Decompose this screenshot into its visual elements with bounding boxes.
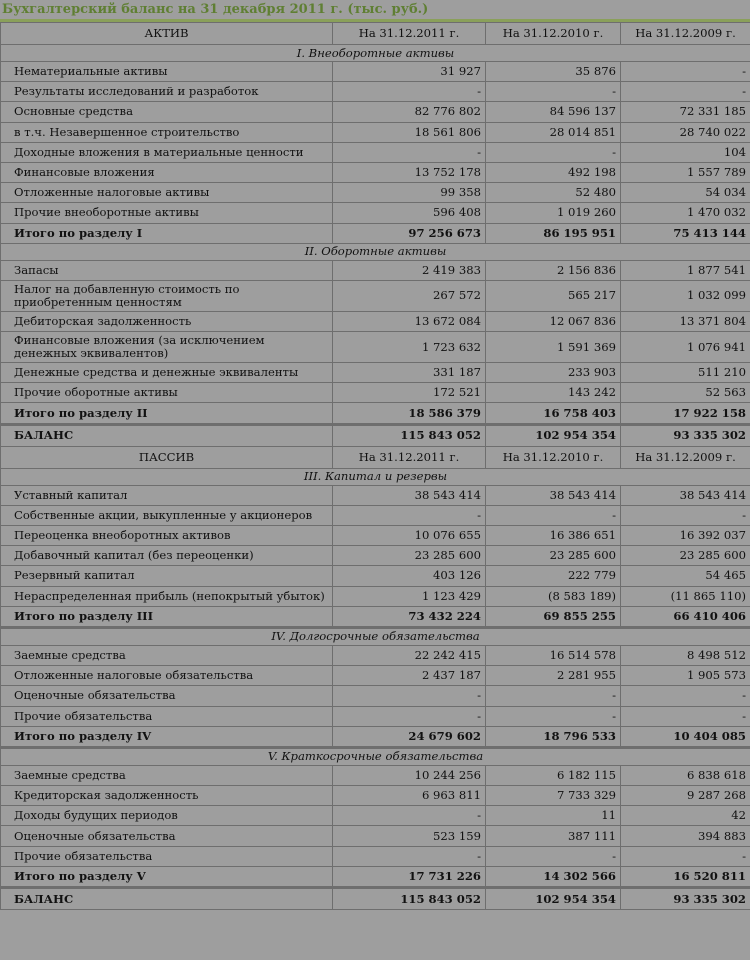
table-row-2010: 16 514 578 (486, 645, 621, 665)
table-row-2010: 387 111 (486, 826, 621, 846)
table-row (1, 102, 750, 122)
liability-header-row-2011: На 31.12.2011 г. (333, 446, 486, 468)
table-row-label: Переоценка внеоборотных активов (1, 526, 333, 546)
table-row (1, 183, 750, 203)
table-row-2011: 18 561 806 (333, 122, 486, 142)
table-row-2009: 8 498 512 (621, 645, 750, 665)
table-row-2009: - (621, 82, 750, 102)
table-row (1, 162, 750, 182)
table-row-2010: 16 386 651 (486, 526, 621, 546)
table-row (1, 383, 750, 403)
table-row-2011: - (333, 706, 486, 726)
table-row-label: Уставный капитал (1, 485, 333, 505)
section-total-row-2011: 24 679 602 (333, 726, 486, 747)
table-row (1, 666, 750, 686)
table-row-label: Заемные средства (1, 645, 333, 665)
table-row (1, 122, 750, 142)
table-row (1, 686, 750, 706)
table-row-2009: 6 838 618 (621, 765, 750, 785)
table-row (1, 142, 750, 162)
table-row (1, 260, 750, 280)
table-row-2011: - (333, 686, 486, 706)
table-row-2010: 6 182 115 (486, 765, 621, 785)
table-row (1, 806, 750, 826)
section-title: I. Внеоборотные активы (1, 45, 750, 62)
table-row-2011: 22 242 415 (333, 645, 486, 665)
table-row-label: Заемные средства (1, 765, 333, 785)
table-row-2011: 1 123 429 (333, 586, 486, 606)
balance-sheet-body (1, 23, 750, 910)
table-row (1, 62, 750, 82)
asset-header-2010: На 31.12.2010 г. (486, 23, 621, 45)
section-title: IV. Долгосрочные обязательства (1, 627, 750, 645)
table-row-2011: 267 572 (333, 280, 486, 311)
table-row-2010: 1 591 369 (486, 332, 621, 363)
table-row-2010: - (486, 846, 621, 866)
table-row-label: Отложенные налоговые обязательства (1, 666, 333, 686)
table-row (1, 505, 750, 525)
table-row-2011: 331 187 (333, 363, 486, 383)
table-row-label: Нематериальные активы (1, 62, 333, 82)
table-row-label: Отложенные налоговые активы (1, 183, 333, 203)
table-row-2011: - (333, 82, 486, 102)
section-total-row-2011: 97 256 673 (333, 223, 486, 243)
table-row (1, 786, 750, 806)
balance-assets-row-2011: 115 843 052 (333, 424, 486, 446)
table-row-label: Прочие внеоборотные активы (1, 203, 333, 223)
asset-header-2009: На 31.12.2009 г. (621, 23, 750, 45)
asset-header-row (1, 23, 750, 45)
section-total-row-2010: 16 758 403 (486, 403, 621, 424)
table-row (1, 765, 750, 785)
section-title: III. Капитал и резервы (1, 468, 750, 485)
table-row-2009: 104 (621, 142, 750, 162)
table-row-2011: 2 437 187 (333, 666, 486, 686)
table-row-2010: 1 019 260 (486, 203, 621, 223)
section-total-row (1, 726, 750, 747)
table-row-2011: 10 076 655 (333, 526, 486, 546)
table-row-2009: 52 563 (621, 383, 750, 403)
table-row (1, 280, 750, 311)
table-row-label: Налог на добавленную стоимость по приобретенным ценностям (1, 280, 333, 311)
table-row-label: Оценочные обязательства (1, 826, 333, 846)
section-total-row-2010: 86 195 951 (486, 223, 621, 243)
section-total-row-2009: 10 404 085 (621, 726, 750, 747)
balance-assets-row (1, 424, 750, 446)
table-row-2011: 38 543 414 (333, 485, 486, 505)
page-title: Бухгалтерский баланс на 31 декабря 2011 г. (тыс. руб.) (0, 0, 750, 22)
section-header (1, 627, 750, 645)
balance-assets-row-2010: 102 954 354 (486, 424, 621, 446)
table-row-2009: 1 032 099 (621, 280, 750, 311)
section-total-row-label: Итого по разделу II (1, 403, 333, 424)
table-row-2009: 1 076 941 (621, 332, 750, 363)
table-row-2010: 233 903 (486, 363, 621, 383)
section-total-row (1, 866, 750, 887)
section-header (1, 45, 750, 62)
table-row (1, 826, 750, 846)
section-total-row-label: Итого по разделу I (1, 223, 333, 243)
table-row-2009: - (621, 505, 750, 525)
table-row-2009: 54 034 (621, 183, 750, 203)
table-row-label: Прочие оборотные активы (1, 383, 333, 403)
table-row-2011: 99 358 (333, 183, 486, 203)
liability-header-row-2010: На 31.12.2010 г. (486, 446, 621, 468)
section-total-row-2009: 66 410 406 (621, 606, 750, 627)
section-total-row-label: Итого по разделу IV (1, 726, 333, 747)
table-row (1, 311, 750, 331)
table-row-2010: 35 876 (486, 62, 621, 82)
table-row-2009: - (621, 706, 750, 726)
table-row-2009: 511 210 (621, 363, 750, 383)
table-row-label: Запасы (1, 260, 333, 280)
table-row-label: в т.ч. Незавершенное строительство (1, 122, 333, 142)
section-header (1, 468, 750, 485)
table-row-2011: 13 752 178 (333, 162, 486, 182)
table-row-label: Результаты исследований и разработок (1, 82, 333, 102)
table-row-2009: 13 371 804 (621, 311, 750, 331)
table-row-label: Кредиторская задолженность (1, 786, 333, 806)
section-total-row-2009: 16 520 811 (621, 866, 750, 887)
table-row-2011: 596 408 (333, 203, 486, 223)
table-row (1, 706, 750, 726)
balance-sheet-table (0, 22, 750, 910)
table-row-2011: 23 285 600 (333, 546, 486, 566)
table-row-2009: - (621, 62, 750, 82)
liability-header-row-label: ПАССИВ (1, 446, 333, 468)
table-row-2011: - (333, 505, 486, 525)
table-row-label: Доходные вложения в материальные ценности (1, 142, 333, 162)
table-row-2009: 42 (621, 806, 750, 826)
table-row (1, 566, 750, 586)
table-row-2009: 9 287 268 (621, 786, 750, 806)
section-total-row-label: Итого по разделу V (1, 866, 333, 887)
balance-liabilities-row-2010: 102 954 354 (486, 888, 621, 910)
table-row-2009: 394 883 (621, 826, 750, 846)
section-total-row (1, 606, 750, 627)
table-row (1, 846, 750, 866)
table-row-2010: - (486, 686, 621, 706)
table-row-2009: 1 557 789 (621, 162, 750, 182)
table-row-2011: - (333, 142, 486, 162)
liability-header-row-2009: На 31.12.2009 г. (621, 446, 750, 468)
table-row-2009: - (621, 846, 750, 866)
table-row-2010: 565 217 (486, 280, 621, 311)
table-row-2010: 28 014 851 (486, 122, 621, 142)
section-total-row (1, 403, 750, 424)
table-row-2009: - (621, 686, 750, 706)
table-row-2011: 31 927 (333, 62, 486, 82)
table-row-label: Оценочные обязательства (1, 686, 333, 706)
balance-liabilities-row-label: БАЛАНС (1, 888, 333, 910)
section-total-row-2010: 18 796 533 (486, 726, 621, 747)
table-row-label: Добавочный капитал (без переоценки) (1, 546, 333, 566)
table-row (1, 363, 750, 383)
table-row (1, 645, 750, 665)
table-row-label: Дебиторская задолженность (1, 311, 333, 331)
table-row-2009: 54 465 (621, 566, 750, 586)
table-row-2010: 84 596 137 (486, 102, 621, 122)
table-row (1, 586, 750, 606)
table-row-2011: 13 672 084 (333, 311, 486, 331)
section-total-row-2011: 18 586 379 (333, 403, 486, 424)
table-row-2009: 38 543 414 (621, 485, 750, 505)
table-row-2010: 23 285 600 (486, 546, 621, 566)
table-row-2009: 23 285 600 (621, 546, 750, 566)
table-row-2011: 82 776 802 (333, 102, 486, 122)
table-row-2010: 222 779 (486, 566, 621, 586)
section-total-row-2009: 75 413 144 (621, 223, 750, 243)
table-row-2009: 1 905 573 (621, 666, 750, 686)
table-row-2009: 1 470 032 (621, 203, 750, 223)
table-row-label: Прочие обязательства (1, 706, 333, 726)
table-row-label: Собственные акции, выкупленные у акционеров (1, 505, 333, 525)
asset-header-label: АКТИВ (1, 23, 333, 45)
table-row-2011: - (333, 806, 486, 826)
table-row-2011: 6 963 811 (333, 786, 486, 806)
table-row-2011: 172 521 (333, 383, 486, 403)
balance-liabilities-row-2011: 115 843 052 (333, 888, 486, 910)
balance-liabilities-row-2009: 93 335 302 (621, 888, 750, 910)
table-row-2011: 2 419 383 (333, 260, 486, 280)
table-row (1, 332, 750, 363)
section-header (1, 243, 750, 260)
table-row-label: Основные средства (1, 102, 333, 122)
asset-header-2011: На 31.12.2011 г. (333, 23, 486, 45)
table-row-2011: 10 244 256 (333, 765, 486, 785)
balance-liabilities-row (1, 888, 750, 910)
table-row (1, 546, 750, 566)
table-row-label: Резервный капитал (1, 566, 333, 586)
table-row-2010: - (486, 142, 621, 162)
table-row (1, 485, 750, 505)
table-row-2010: - (486, 706, 621, 726)
table-row-2009: 72 331 185 (621, 102, 750, 122)
table-row-2010: - (486, 505, 621, 525)
section-header (1, 747, 750, 765)
table-row (1, 203, 750, 223)
table-row-2009: 1 877 541 (621, 260, 750, 280)
section-total-row-2009: 17 922 158 (621, 403, 750, 424)
balance-assets-row-label: БАЛАНС (1, 424, 333, 446)
liability-header-row (1, 446, 750, 468)
table-row-label: Прочие обязательства (1, 846, 333, 866)
table-row-label: Денежные средства и денежные эквиваленты (1, 363, 333, 383)
table-row-2010: - (486, 82, 621, 102)
section-title: V. Краткосрочные обязательства (1, 747, 750, 765)
table-row-2010: 143 242 (486, 383, 621, 403)
table-row-2009: 16 392 037 (621, 526, 750, 546)
table-row-label: Нераспределенная прибыль (непокрытый убыток) (1, 586, 333, 606)
section-total-row-2010: 69 855 255 (486, 606, 621, 627)
table-row-2010: 11 (486, 806, 621, 826)
table-row-2010: 2 156 836 (486, 260, 621, 280)
table-row-2010: (8 583 189) (486, 586, 621, 606)
section-title: II. Оборотные активы (1, 243, 750, 260)
table-row-2011: 1 723 632 (333, 332, 486, 363)
table-row-label: Финансовые вложения (1, 162, 333, 182)
table-row-2011: 403 126 (333, 566, 486, 586)
table-row (1, 526, 750, 546)
table-row-2010: 38 543 414 (486, 485, 621, 505)
table-row-2011: 523 159 (333, 826, 486, 846)
table-row (1, 82, 750, 102)
section-total-row-2010: 14 302 566 (486, 866, 621, 887)
table-row-label: Доходы будущих периодов (1, 806, 333, 826)
table-row-2010: 2 281 955 (486, 666, 621, 686)
table-row-label: Финансовые вложения (за исключением денежных эквивалентов) (1, 332, 333, 363)
section-total-row-label: Итого по разделу III (1, 606, 333, 627)
section-total-row-2011: 73 432 224 (333, 606, 486, 627)
section-total-row-2011: 17 731 226 (333, 866, 486, 887)
table-row-2009: 28 740 022 (621, 122, 750, 142)
table-row-2009: (11 865 110) (621, 586, 750, 606)
table-row-2010: 12 067 836 (486, 311, 621, 331)
table-row-2010: 52 480 (486, 183, 621, 203)
table-row-2010: 492 198 (486, 162, 621, 182)
table-row-2011: - (333, 846, 486, 866)
balance-assets-row-2009: 93 335 302 (621, 424, 750, 446)
section-total-row (1, 223, 750, 243)
table-row-2010: 7 733 329 (486, 786, 621, 806)
